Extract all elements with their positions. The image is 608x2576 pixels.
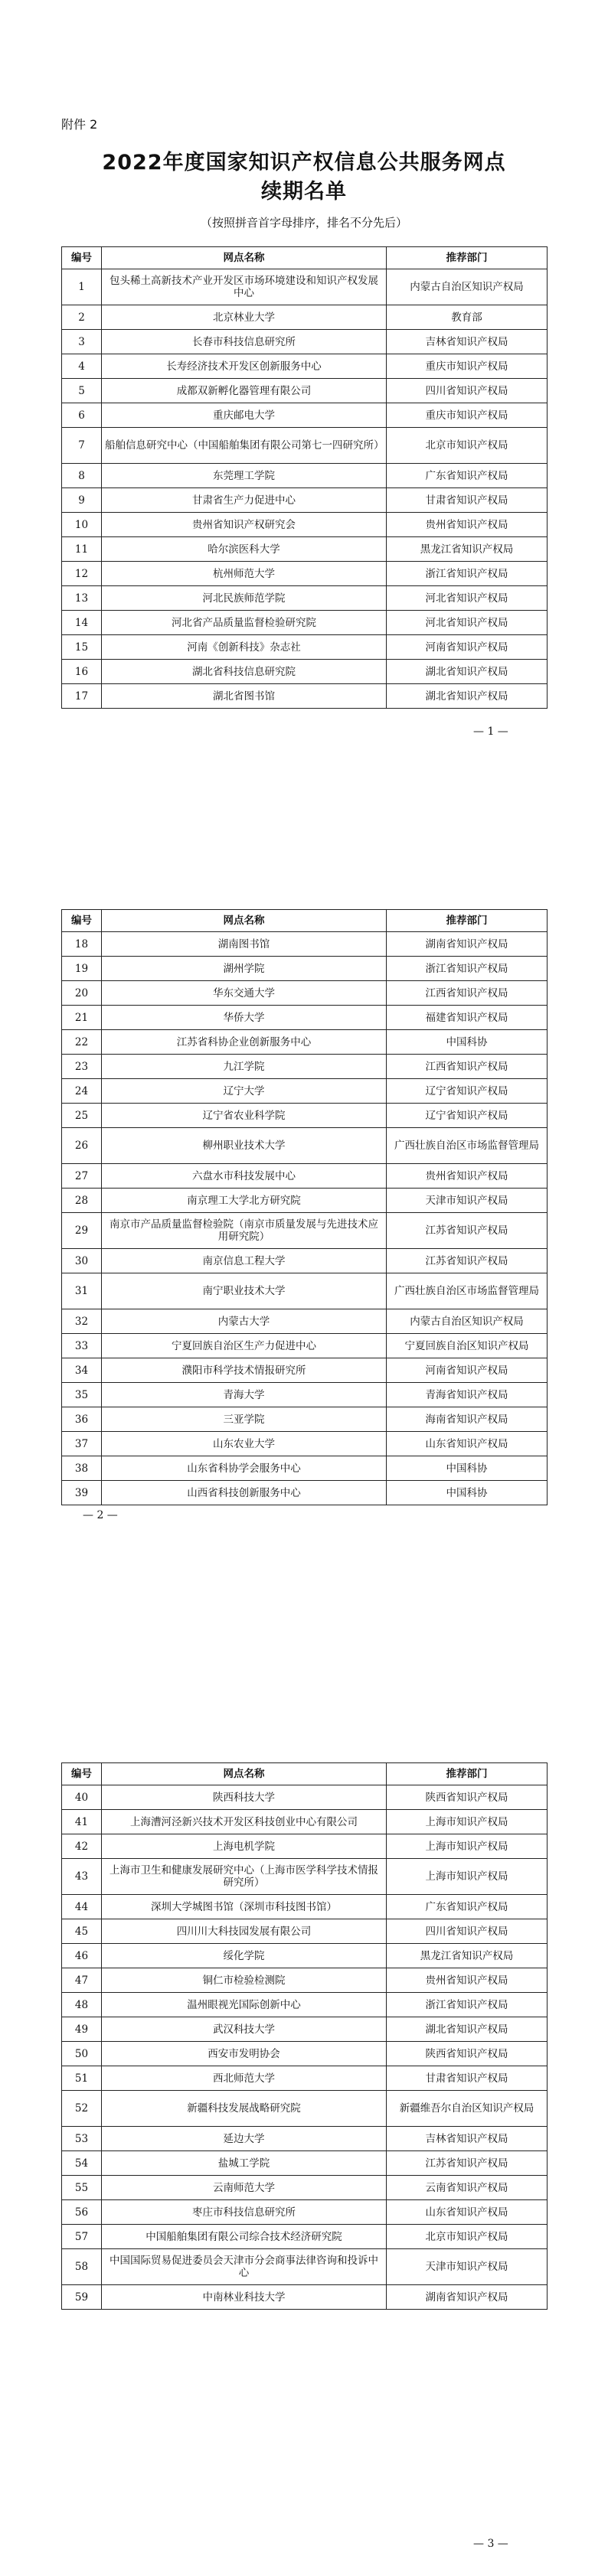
row-number: 29 xyxy=(62,1213,102,1249)
recommending-department: 江西省知识产权局 xyxy=(387,981,548,1006)
institution-name: 西北师范大学 xyxy=(102,2066,387,2091)
table-row xyxy=(62,635,548,660)
institution-name: 九江学院 xyxy=(102,1055,387,1079)
row-number: 12 xyxy=(62,562,102,586)
recommending-department: 广西壮族自治区市场监督管理局 xyxy=(387,1128,548,1164)
recommending-department: 广东省知识产权局 xyxy=(387,464,548,488)
table-row xyxy=(62,932,548,957)
row-number: 21 xyxy=(62,1006,102,1030)
table-row xyxy=(62,1785,548,1810)
page-1 xyxy=(0,0,608,859)
row-number: 5 xyxy=(62,379,102,403)
table-row xyxy=(62,1358,548,1383)
row-number: 36 xyxy=(62,1407,102,1432)
table-row xyxy=(62,2151,548,2176)
recommending-department: 中国科协 xyxy=(387,1481,548,1505)
table-row xyxy=(62,684,548,709)
row-number: 35 xyxy=(62,1383,102,1407)
institution-name: 延边大学 xyxy=(102,2127,387,2151)
table-row xyxy=(62,1334,548,1358)
institution-name: 湖北省科技信息研究院 xyxy=(102,660,387,684)
table-row xyxy=(62,305,548,330)
row-number: 26 xyxy=(62,1128,102,1164)
recommending-department: 上海市知识产权局 xyxy=(387,1810,548,1834)
table-row xyxy=(62,403,548,428)
row-number: 34 xyxy=(62,1358,102,1383)
table-row xyxy=(62,464,548,488)
table-row xyxy=(62,1249,548,1273)
recommending-department: 重庆市知识产权局 xyxy=(387,354,548,379)
institution-name: 西安市发明协会 xyxy=(102,2042,387,2066)
row-number: 31 xyxy=(62,1273,102,1309)
institution-name: 甘肃省生产力促进中心 xyxy=(102,488,387,513)
row-number: 1 xyxy=(62,269,102,305)
row-number: 23 xyxy=(62,1055,102,1079)
table-row xyxy=(62,2225,548,2249)
institution-name: 南宁职业技术大学 xyxy=(102,1273,387,1309)
institution-name: 长寿经济技术开发区创新服务中心 xyxy=(102,354,387,379)
recommending-department: 浙江省知识产权局 xyxy=(387,562,548,586)
institution-name: 枣庄市科技信息研究所 xyxy=(102,2200,387,2225)
recommending-department: 云南省知识产权局 xyxy=(387,2176,548,2200)
institution-name: 山东农业大学 xyxy=(102,1432,387,1456)
institution-name: 中南林业科技大学 xyxy=(102,2285,387,2310)
institution-name: 上海市卫生和健康发展研究中心（上海市医学科学技术情报研究所） xyxy=(102,1859,387,1895)
recommending-department: 江苏省知识产权局 xyxy=(387,1213,548,1249)
institution-name: 山西省科技创新服务中心 xyxy=(102,1481,387,1505)
header-name: 网点名称 xyxy=(102,910,387,932)
recommending-department: 吉林省知识产权局 xyxy=(387,2127,548,2151)
recommending-department: 新疆维吾尔自治区知识产权局 xyxy=(387,2091,548,2127)
header-number: 编号 xyxy=(62,910,102,932)
table-row xyxy=(62,562,548,586)
institution-name: 华侨大学 xyxy=(102,1006,387,1030)
table-row xyxy=(62,1189,548,1213)
table-row xyxy=(62,1895,548,1919)
table-row xyxy=(62,1919,548,1944)
table-row xyxy=(62,2091,548,2127)
row-number: 6 xyxy=(62,403,102,428)
recommending-department: 广东省知识产权局 xyxy=(387,1895,548,1919)
recommending-department: 青海省知识产权局 xyxy=(387,1383,548,1407)
institution-name: 湖北省图书馆 xyxy=(102,684,387,709)
row-number: 50 xyxy=(62,2042,102,2066)
institution-name: 辽宁大学 xyxy=(102,1079,387,1104)
row-number: 43 xyxy=(62,1859,102,1895)
row-number: 15 xyxy=(62,635,102,660)
recommending-department: 上海市知识产权局 xyxy=(387,1859,548,1895)
recommending-department: 吉林省知识产权局 xyxy=(387,330,548,354)
table-row xyxy=(62,611,548,635)
row-number: 38 xyxy=(62,1456,102,1481)
recommending-department: 教育部 xyxy=(387,305,548,330)
header-department: 推荐部门 xyxy=(387,1763,548,1785)
table-row xyxy=(62,428,548,464)
row-number: 54 xyxy=(62,2151,102,2176)
recommending-department: 内蒙古自治区知识产权局 xyxy=(387,269,548,305)
table-row xyxy=(62,2200,548,2225)
header-number: 编号 xyxy=(62,1763,102,1785)
row-number: 39 xyxy=(62,1481,102,1505)
table-row xyxy=(62,2066,548,2091)
institution-name: 盐城工学院 xyxy=(102,2151,387,2176)
table-row xyxy=(62,1030,548,1055)
institution-name: 湖南图书馆 xyxy=(102,932,387,957)
recommending-department: 陕西省知识产权局 xyxy=(387,1785,548,1810)
table-row xyxy=(62,981,548,1006)
table-row xyxy=(62,957,548,981)
row-number: 57 xyxy=(62,2225,102,2249)
recommending-department: 中国科协 xyxy=(387,1456,548,1481)
header-number: 编号 xyxy=(62,247,102,269)
row-number: 7 xyxy=(62,428,102,464)
row-number: 11 xyxy=(62,537,102,562)
recommending-department: 湖南省知识产权局 xyxy=(387,2285,548,2310)
table-row xyxy=(62,1407,548,1432)
document-title: 2022年度国家知识产权信息公共服务网点 xyxy=(102,151,506,174)
page-2 xyxy=(0,859,608,1717)
row-number: 18 xyxy=(62,932,102,957)
recommending-department: 内蒙古自治区知识产权局 xyxy=(387,1309,548,1334)
row-number: 55 xyxy=(62,2176,102,2200)
row-number: 51 xyxy=(62,2066,102,2091)
row-number: 3 xyxy=(62,330,102,354)
table-row xyxy=(62,1456,548,1481)
institution-name: 江苏省科协企业创新服务中心 xyxy=(102,1030,387,1055)
row-number: 24 xyxy=(62,1079,102,1104)
table-row xyxy=(62,1810,548,1834)
recommending-department: 福建省知识产权局 xyxy=(387,1006,548,1030)
table-row xyxy=(62,1859,548,1895)
recommending-department: 海南省知识产权局 xyxy=(387,1407,548,1432)
recommending-department: 中国科协 xyxy=(387,1030,548,1055)
institution-name: 南京信息工程大学 xyxy=(102,1249,387,1273)
recommending-department: 河北省知识产权局 xyxy=(387,586,548,611)
row-number: 58 xyxy=(62,2249,102,2285)
recommending-department: 天津市知识产权局 xyxy=(387,1189,548,1213)
institution-name: 北京林业大学 xyxy=(102,305,387,330)
table-row xyxy=(62,1383,548,1407)
recommending-department: 重庆市知识产权局 xyxy=(387,403,548,428)
recommending-department: 宁夏回族自治区知识产权局 xyxy=(387,1334,548,1358)
institution-name: 武汉科技大学 xyxy=(102,2017,387,2042)
list-table xyxy=(61,1762,548,2310)
table-row xyxy=(62,1481,548,1505)
document-title-line2: 续期名单 xyxy=(261,180,347,204)
institution-name: 深圳大学城图书馆（深圳市科技图书馆） xyxy=(102,1895,387,1919)
institution-name: 铜仁市检验检测院 xyxy=(102,1968,387,1993)
row-number: 27 xyxy=(62,1164,102,1189)
row-number: 49 xyxy=(62,2017,102,2042)
table-row xyxy=(62,488,548,513)
table-header-row xyxy=(62,1763,548,1785)
table-row xyxy=(62,1128,548,1164)
recommending-department: 河北省知识产权局 xyxy=(387,611,548,635)
table-row xyxy=(62,1104,548,1128)
table-row xyxy=(62,1309,548,1334)
institution-name: 湖州学院 xyxy=(102,957,387,981)
institution-name: 杭州师范大学 xyxy=(102,562,387,586)
institution-name: 南京理工大学北方研究院 xyxy=(102,1189,387,1213)
table-row xyxy=(62,269,548,305)
recommending-department: 贵州省知识产权局 xyxy=(387,1164,548,1189)
institution-name: 绥化学院 xyxy=(102,1944,387,1968)
institution-name: 四川川大科技园发展有限公司 xyxy=(102,1919,387,1944)
table-row xyxy=(62,379,548,403)
table-row xyxy=(62,1006,548,1030)
attachment-label: 附件 2 xyxy=(61,117,98,132)
institution-name: 青海大学 xyxy=(102,1383,387,1407)
row-number: 28 xyxy=(62,1189,102,1213)
table-row xyxy=(62,586,548,611)
table-row xyxy=(62,2249,548,2285)
recommending-department: 河南省知识产权局 xyxy=(387,1358,548,1383)
recommending-department: 甘肃省知识产权局 xyxy=(387,2066,548,2091)
table-row xyxy=(62,513,548,537)
header-name: 网点名称 xyxy=(102,247,387,269)
institution-name: 成都双新孵化器管理有限公司 xyxy=(102,379,387,403)
recommending-department: 黑龙江省知识产权局 xyxy=(387,1944,548,1968)
table-row xyxy=(62,1944,548,1968)
table-row xyxy=(62,2285,548,2310)
table-row xyxy=(62,1993,548,2017)
institution-name: 东莞理工学院 xyxy=(102,464,387,488)
header-department: 推荐部门 xyxy=(387,910,548,932)
recommending-department: 天津市知识产权局 xyxy=(387,2249,548,2285)
row-number: 9 xyxy=(62,488,102,513)
table-row xyxy=(62,1968,548,1993)
row-number: 40 xyxy=(62,1785,102,1810)
row-number: 13 xyxy=(62,586,102,611)
recommending-department: 江西省知识产权局 xyxy=(387,1055,548,1079)
institution-name: 河北民族师范学院 xyxy=(102,586,387,611)
institution-name: 山东省科协学会服务中心 xyxy=(102,1456,387,1481)
document-subtitle: （按照拼音首字母排序，排名不分先后） xyxy=(200,216,407,230)
institution-name: 河南《创新科技》杂志社 xyxy=(102,635,387,660)
recommending-department: 辽宁省知识产权局 xyxy=(387,1079,548,1104)
institution-name: 包头稀土高新技术产业开发区市场环境建设和知识产权发展中心 xyxy=(102,269,387,305)
page-number: — 2 — xyxy=(83,1509,118,1521)
table-row xyxy=(62,1834,548,1859)
table-row xyxy=(62,1432,548,1456)
row-number: 25 xyxy=(62,1104,102,1128)
institution-name: 温州眼视光国际创新中心 xyxy=(102,1993,387,2017)
recommending-department: 山东省知识产权局 xyxy=(387,2200,548,2225)
row-number: 4 xyxy=(62,354,102,379)
table-row xyxy=(62,2176,548,2200)
institution-name: 中国国际贸易促进委员会天津市分会商事法律咨询和投诉中心 xyxy=(102,2249,387,2285)
row-number: 52 xyxy=(62,2091,102,2127)
institution-name: 南京市产品质量监督检验院（南京市质量发展与先进技术应用研究院） xyxy=(102,1213,387,1249)
header-name: 网点名称 xyxy=(102,1763,387,1785)
row-number: 47 xyxy=(62,1968,102,1993)
row-number: 41 xyxy=(62,1810,102,1834)
institution-name: 内蒙古大学 xyxy=(102,1309,387,1334)
list-table xyxy=(61,909,548,1505)
institution-name: 船舶信息研究中心（中国船舶集团有限公司第七一四研究所） xyxy=(102,428,387,464)
recommending-department: 北京市知识产权局 xyxy=(387,428,548,464)
row-number: 42 xyxy=(62,1834,102,1859)
table-row xyxy=(62,1273,548,1309)
row-number: 22 xyxy=(62,1030,102,1055)
row-number: 30 xyxy=(62,1249,102,1273)
table-row xyxy=(62,2017,548,2042)
table-row xyxy=(62,330,548,354)
institution-name: 三亚学院 xyxy=(102,1407,387,1432)
page-number: — 3 — xyxy=(473,2538,508,2550)
recommending-department: 广西壮族自治区市场监督管理局 xyxy=(387,1273,548,1309)
recommending-department: 甘肃省知识产权局 xyxy=(387,488,548,513)
recommending-department: 上海市知识产权局 xyxy=(387,1834,548,1859)
recommending-department: 湖南省知识产权局 xyxy=(387,932,548,957)
recommending-department: 湖北省知识产权局 xyxy=(387,660,548,684)
recommending-department: 江苏省知识产权局 xyxy=(387,2151,548,2176)
header-department: 推荐部门 xyxy=(387,247,548,269)
institution-name: 中国船舶集团有限公司综合技术经济研究院 xyxy=(102,2225,387,2249)
recommending-department: 黑龙江省知识产权局 xyxy=(387,537,548,562)
recommending-department: 四川省知识产权局 xyxy=(387,1919,548,1944)
institution-name: 华东交通大学 xyxy=(102,981,387,1006)
list-table xyxy=(61,246,548,709)
table-row xyxy=(62,354,548,379)
row-number: 10 xyxy=(62,513,102,537)
row-number: 48 xyxy=(62,1993,102,2017)
row-number: 17 xyxy=(62,684,102,709)
page-3 xyxy=(0,1717,608,2576)
row-number: 32 xyxy=(62,1309,102,1334)
row-number: 53 xyxy=(62,2127,102,2151)
row-number: 59 xyxy=(62,2285,102,2310)
institution-name: 长春市科技信息研究所 xyxy=(102,330,387,354)
table-row xyxy=(62,2127,548,2151)
recommending-department: 湖北省知识产权局 xyxy=(387,2017,548,2042)
institution-name: 云南师范大学 xyxy=(102,2176,387,2200)
recommending-department: 江苏省知识产权局 xyxy=(387,1249,548,1273)
table-row xyxy=(62,1079,548,1104)
table-header-row xyxy=(62,910,548,932)
table-header-row xyxy=(62,247,548,269)
recommending-department: 浙江省知识产权局 xyxy=(387,957,548,981)
row-number: 16 xyxy=(62,660,102,684)
institution-name: 宁夏回族自治区生产力促进中心 xyxy=(102,1334,387,1358)
row-number: 20 xyxy=(62,981,102,1006)
institution-name: 上海电机学院 xyxy=(102,1834,387,1859)
institution-name: 贵州省知识产权研究会 xyxy=(102,513,387,537)
recommending-department: 陕西省知识产权局 xyxy=(387,2042,548,2066)
institution-name: 濮阳市科学技术情报研究所 xyxy=(102,1358,387,1383)
institution-name: 河北省产品质量监督检验研究院 xyxy=(102,611,387,635)
recommending-department: 北京市知识产权局 xyxy=(387,2225,548,2249)
recommending-department: 山东省知识产权局 xyxy=(387,1432,548,1456)
row-number: 56 xyxy=(62,2200,102,2225)
row-number: 33 xyxy=(62,1334,102,1358)
institution-name: 新疆科技发展战略研究院 xyxy=(102,2091,387,2127)
institution-name: 陕西科技大学 xyxy=(102,1785,387,1810)
page-number: — 1 — xyxy=(473,726,508,738)
table-row xyxy=(62,537,548,562)
row-number: 44 xyxy=(62,1895,102,1919)
recommending-department: 湖北省知识产权局 xyxy=(387,684,548,709)
institution-name: 六盘水市科技发展中心 xyxy=(102,1164,387,1189)
row-number: 37 xyxy=(62,1432,102,1456)
row-number: 2 xyxy=(62,305,102,330)
institution-name: 辽宁省农业科学院 xyxy=(102,1104,387,1128)
recommending-department: 贵州省知识产权局 xyxy=(387,513,548,537)
row-number: 14 xyxy=(62,611,102,635)
recommending-department: 四川省知识产权局 xyxy=(387,379,548,403)
row-number: 46 xyxy=(62,1944,102,1968)
institution-name: 柳州职业技术大学 xyxy=(102,1128,387,1164)
row-number: 45 xyxy=(62,1919,102,1944)
institution-name: 哈尔滨医科大学 xyxy=(102,537,387,562)
row-number: 8 xyxy=(62,464,102,488)
row-number: 19 xyxy=(62,957,102,981)
recommending-department: 浙江省知识产权局 xyxy=(387,1993,548,2017)
recommending-department: 贵州省知识产权局 xyxy=(387,1968,548,1993)
recommending-department: 辽宁省知识产权局 xyxy=(387,1104,548,1128)
table-row xyxy=(62,1164,548,1189)
table-row xyxy=(62,1213,548,1249)
institution-name: 上海漕河泾新兴技术开发区科技创业中心有限公司 xyxy=(102,1810,387,1834)
table-row xyxy=(62,660,548,684)
table-row xyxy=(62,1055,548,1079)
recommending-department: 河南省知识产权局 xyxy=(387,635,548,660)
institution-name: 重庆邮电大学 xyxy=(102,403,387,428)
table-row xyxy=(62,2042,548,2066)
